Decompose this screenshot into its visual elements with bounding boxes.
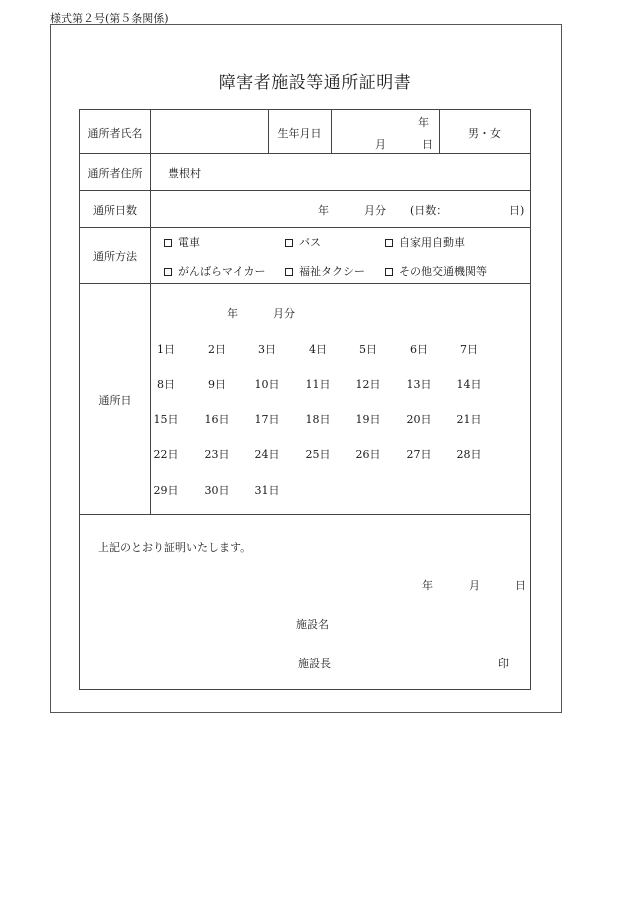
calendar-day-21[interactable]: 21日 — [456, 413, 482, 426]
calendar-day-1[interactable]: 1日 — [157, 343, 175, 356]
calendar-day-8[interactable]: 8日 — [157, 378, 175, 391]
document-title: 障害者施設等通所証明書 — [218, 73, 412, 93]
calendar-day-4[interactable]: 4日 — [309, 343, 327, 356]
checkbox-bus[interactable] — [285, 239, 293, 247]
calendar-day-27[interactable]: 27日 — [406, 448, 432, 461]
calendar-day-24[interactable]: 24日 — [254, 448, 280, 461]
gender-selector[interactable]: 男・女 — [468, 127, 501, 140]
row-divider — [80, 227, 530, 228]
facility-director-field[interactable] — [342, 649, 492, 673]
name-label: 通所者氏名 — [87, 127, 143, 140]
attendance-calendar-label: 通所日 — [98, 394, 132, 407]
facility-director-label: 施設長 — [298, 657, 331, 670]
certificate-table — [79, 109, 531, 690]
calendar-day-6[interactable]: 6日 — [410, 343, 428, 356]
days-month-unit: 月分 — [364, 204, 386, 217]
facility-name-field[interactable] — [340, 610, 510, 634]
calendar-day-10[interactable]: 10日 — [254, 378, 280, 391]
calendar-day-11[interactable]: 11日 — [305, 378, 331, 391]
checkbox-train[interactable] — [164, 239, 172, 247]
row-divider — [80, 153, 530, 154]
birth-day-unit: 日 — [422, 138, 433, 151]
birth-month-unit: 月 — [375, 138, 386, 151]
commute-method-label: 通所方法 — [93, 250, 137, 263]
days-count-input[interactable] — [452, 198, 508, 218]
option-other-transport[interactable]: その他交通機関等 — [385, 263, 487, 279]
facility-name-label: 施設名 — [296, 618, 329, 631]
calendar-month-unit: 月分 — [273, 307, 295, 320]
cert-day-unit: 日 — [515, 579, 526, 592]
address-value[interactable]: 豊根村 — [168, 167, 201, 180]
address-label: 通所者住所 — [87, 167, 143, 180]
calendar-day-16[interactable]: 16日 — [204, 413, 230, 426]
cert-year-unit: 年 — [422, 579, 433, 592]
checkbox-welfare-taxi[interactable] — [285, 268, 293, 276]
option-welfare-taxi[interactable]: 福祉タクシー — [285, 263, 365, 279]
days-year-unit: 年 — [318, 204, 329, 217]
calendar-day-5[interactable]: 5日 — [359, 343, 377, 356]
calendar-day-25[interactable]: 25日 — [305, 448, 331, 461]
checkbox-ganbara-mycar[interactable] — [164, 268, 172, 276]
name-field[interactable] — [151, 111, 267, 152]
calendar-day-22[interactable]: 22日 — [153, 448, 179, 461]
calendar-day-14[interactable]: 14日 — [456, 378, 482, 391]
days-count-open: (日数： — [410, 204, 448, 217]
calendar-day-2[interactable]: 2日 — [208, 343, 226, 356]
option-private-car[interactable]: 自家用自動車 — [385, 234, 465, 250]
calendar-day-28[interactable]: 28日 — [456, 448, 482, 461]
option-train[interactable]: 電車 — [164, 234, 200, 250]
calendar-day-26[interactable]: 26日 — [355, 448, 381, 461]
calendar-day-15[interactable]: 15日 — [153, 413, 179, 426]
days-count-close: 日) — [509, 204, 525, 217]
checkbox-private-car[interactable] — [385, 239, 393, 247]
row-divider — [80, 190, 530, 191]
calendar-day-20[interactable]: 20日 — [406, 413, 432, 426]
certification-statement: 上記のとおり証明いたします。 — [98, 541, 252, 554]
calendar-day-29[interactable]: 29日 — [153, 484, 179, 497]
attendance-days-label: 通所日数 — [93, 204, 137, 217]
calendar-day-31[interactable]: 31日 — [254, 484, 280, 497]
birth-year-unit: 年 — [418, 116, 429, 129]
calendar-day-30[interactable]: 30日 — [204, 484, 230, 497]
row-divider — [80, 283, 530, 284]
calendar-day-17[interactable]: 17日 — [254, 413, 280, 426]
option-bus[interactable]: バス — [285, 234, 321, 250]
calendar-day-13[interactable]: 13日 — [406, 378, 432, 391]
row-divider — [80, 514, 530, 515]
form-number-label: 様式第２号(第５条関係) — [50, 12, 169, 25]
calendar-day-12[interactable]: 12日 — [355, 378, 381, 391]
checkbox-other-transport[interactable] — [385, 268, 393, 276]
calendar-day-18[interactable]: 18日 — [305, 413, 331, 426]
calendar-day-9[interactable]: 9日 — [208, 378, 226, 391]
calendar-day-3[interactable]: 3日 — [258, 343, 276, 356]
birth-date-label: 生年月日 — [277, 127, 322, 140]
option-ganbara-mycar[interactable]: がんばらマイカー — [164, 263, 265, 279]
calendar-day-23[interactable]: 23日 — [204, 448, 230, 461]
calendar-year-unit: 年 — [227, 307, 238, 320]
calendar-day-7[interactable]: 7日 — [460, 343, 478, 356]
seal-mark: 印 — [498, 657, 509, 670]
cert-month-unit: 月 — [469, 579, 480, 592]
calendar-day-19[interactable]: 19日 — [355, 413, 381, 426]
